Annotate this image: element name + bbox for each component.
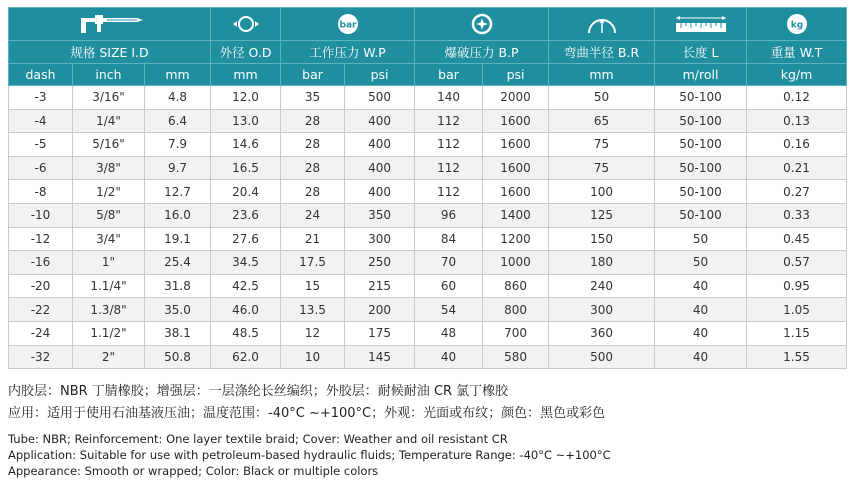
table-row: [9, 274, 847, 298]
cell-id-mm: 50.8: [145, 345, 211, 369]
table-row: [9, 298, 847, 322]
cell-dash: -12: [9, 227, 73, 251]
cell-length: 50: [655, 227, 747, 251]
notes: [8, 381, 848, 479]
unit-length: m/roll: [655, 64, 747, 86]
cell-dash: -20: [9, 274, 73, 298]
od-title: 外径 O.D: [211, 41, 281, 64]
cell-weight: 0.57: [747, 251, 847, 275]
cell-od-mm: 16.5: [211, 156, 281, 180]
cell-wp-psi: 400: [345, 180, 415, 204]
outer-diameter-icon: [231, 13, 261, 35]
cell-wp-bar: 28: [281, 156, 345, 180]
spec-table-body: [9, 86, 847, 369]
cell-length: 40: [655, 298, 747, 322]
cell-weight: 1.15: [747, 321, 847, 345]
cell-bp-bar: 60: [415, 274, 483, 298]
cell-bp-psi: 1600: [483, 133, 549, 157]
cell-length: 40: [655, 274, 747, 298]
cell-bp-psi: 700: [483, 321, 549, 345]
cell-inch: 1/4": [73, 109, 145, 133]
cell-weight: 1.55: [747, 345, 847, 369]
hose-spec-table: [8, 7, 847, 369]
br-title: 弯曲半径 B.R: [549, 41, 655, 64]
cell-inch: 5/16": [73, 133, 145, 157]
table-row: [9, 180, 847, 204]
cell-id-mm: 12.7: [145, 180, 211, 204]
cell-length: 50: [655, 251, 747, 275]
cell-inch: 1/2": [73, 180, 145, 204]
cell-wp-bar: 12: [281, 321, 345, 345]
cell-inch: 3/4": [73, 227, 145, 251]
cell-od-mm: 34.5: [211, 251, 281, 275]
cell-wp-bar: 13.5: [281, 298, 345, 322]
cell-wp-psi: 500: [345, 86, 415, 110]
cell-weight: 0.21: [747, 156, 847, 180]
table-row: [9, 109, 847, 133]
ruler-icon-cell: [655, 8, 747, 41]
cell-length: 40: [655, 321, 747, 345]
unit-weight: kg/m: [747, 64, 847, 86]
cell-weight: 0.13: [747, 109, 847, 133]
cell-od-mm: 42.5: [211, 274, 281, 298]
size-id-title: 规格 SIZE I.D: [9, 41, 211, 64]
cell-wp-bar: 28: [281, 133, 345, 157]
cell-br-mm: 150: [549, 227, 655, 251]
cell-wp-psi: 300: [345, 227, 415, 251]
cell-bp-bar: 96: [415, 203, 483, 227]
cell-od-mm: 12.0: [211, 86, 281, 110]
cell-dash: -5: [9, 133, 73, 157]
cell-dash: -4: [9, 109, 73, 133]
cell-br-mm: 100: [549, 180, 655, 204]
cell-br-mm: 75: [549, 156, 655, 180]
cell-bp-psi: 1400: [483, 203, 549, 227]
burst-icon: [470, 13, 494, 35]
cell-id-mm: 6.4: [145, 109, 211, 133]
cell-inch: 3/8": [73, 156, 145, 180]
table-row: [9, 203, 847, 227]
cell-wp-psi: 400: [345, 156, 415, 180]
cell-wp-bar: 10: [281, 345, 345, 369]
cell-bp-bar: 112: [415, 133, 483, 157]
cell-wp-psi: 350: [345, 203, 415, 227]
table-row: [9, 156, 847, 180]
cell-inch: 5/8": [73, 203, 145, 227]
caliper-icon-cell: [9, 8, 211, 41]
cell-length: 50-100: [655, 203, 747, 227]
weight-icon-cell: [747, 8, 847, 41]
cell-id-mm: 16.0: [145, 203, 211, 227]
bend-radius-icon-cell: [549, 8, 655, 41]
cell-length: 50-100: [655, 156, 747, 180]
cell-wp-psi: 400: [345, 133, 415, 157]
cell-bp-bar: 112: [415, 109, 483, 133]
cell-id-mm: 38.1: [145, 321, 211, 345]
cell-wp-bar: 15: [281, 274, 345, 298]
cell-length: 50-100: [655, 86, 747, 110]
note-en-application: Application: Suitable for use with petroleum-based hydraulic fluids; Temperature Range: -40°C ~+100°C: [8, 448, 611, 462]
cell-bp-bar: 140: [415, 86, 483, 110]
cell-br-mm: 125: [549, 203, 655, 227]
cell-bp-bar: 112: [415, 156, 483, 180]
cell-inch: 2": [73, 345, 145, 369]
cell-weight: 0.33: [747, 203, 847, 227]
spec-table-container: [8, 7, 846, 369]
length-title: 长度 L: [655, 41, 747, 64]
note-en-appearance: Appearance: Smooth or wrapped; Color: Black or multiple colors: [8, 464, 379, 478]
cell-weight: 0.95: [747, 274, 847, 298]
cell-dash: -6: [9, 156, 73, 180]
unit-bp-bar: bar: [415, 64, 483, 86]
cell-inch: 1.1/4": [73, 274, 145, 298]
cell-wp-bar: 17.5: [281, 251, 345, 275]
weight-icon-label: kg: [790, 20, 803, 31]
cell-wp-bar: 35: [281, 86, 345, 110]
weight-title: 重量 W.T: [747, 41, 847, 64]
note-en-structure: Tube: NBR; Reinforcement: One layer textile braid; Cover: Weather and oil resistant CR: [8, 432, 508, 446]
cell-bp-bar: 48: [415, 321, 483, 345]
cell-od-mm: 46.0: [211, 298, 281, 322]
cell-id-mm: 25.4: [145, 251, 211, 275]
pressure-gauge-icon: [336, 13, 360, 35]
cell-br-mm: 75: [549, 133, 655, 157]
cell-id-mm: 4.8: [145, 86, 211, 110]
cell-bp-bar: 54: [415, 298, 483, 322]
cell-bp-bar: 70: [415, 251, 483, 275]
unit-br-mm: mm: [549, 64, 655, 86]
cell-bp-psi: 1000: [483, 251, 549, 275]
cell-bp-psi: 2000: [483, 86, 549, 110]
cell-length: 50-100: [655, 133, 747, 157]
table-row: [9, 133, 847, 157]
unit-inch: inch: [73, 64, 145, 86]
table-row: [9, 227, 847, 251]
cell-br-mm: 360: [549, 321, 655, 345]
cell-od-mm: 13.0: [211, 109, 281, 133]
cell-br-mm: 300: [549, 298, 655, 322]
unit-od-mm: mm: [211, 64, 281, 86]
cell-length: 40: [655, 345, 747, 369]
cell-inch: 1": [73, 251, 145, 275]
cell-wp-bar: 21: [281, 227, 345, 251]
cell-bp-psi: 1600: [483, 109, 549, 133]
cell-od-mm: 14.6: [211, 133, 281, 157]
cell-br-mm: 180: [549, 251, 655, 275]
cell-wp-bar: 28: [281, 180, 345, 204]
cell-dash: -22: [9, 298, 73, 322]
cell-weight: 0.12: [747, 86, 847, 110]
cell-id-mm: 35.0: [145, 298, 211, 322]
cell-bp-bar: 84: [415, 227, 483, 251]
table-row: [9, 251, 847, 275]
cell-weight: 0.27: [747, 180, 847, 204]
cell-bp-psi: 1600: [483, 156, 549, 180]
cell-inch: 1.3/8": [73, 298, 145, 322]
title-row: [9, 41, 847, 64]
cell-inch: 3/16": [73, 86, 145, 110]
cell-weight: 0.45: [747, 227, 847, 251]
pressure-gauge-icon-cell: [281, 8, 415, 41]
unit-id-mm: mm: [145, 64, 211, 86]
cell-wp-bar: 24: [281, 203, 345, 227]
cell-od-mm: 48.5: [211, 321, 281, 345]
cell-id-mm: 31.8: [145, 274, 211, 298]
cell-id-mm: 19.1: [145, 227, 211, 251]
cell-bp-psi: 860: [483, 274, 549, 298]
cell-dash: -24: [9, 321, 73, 345]
cell-id-mm: 9.7: [145, 156, 211, 180]
cell-bp-psi: 800: [483, 298, 549, 322]
cell-bp-psi: 1600: [483, 180, 549, 204]
unit-wp-psi: psi: [345, 64, 415, 86]
caliper-icon: [75, 13, 145, 35]
cell-br-mm: 500: [549, 345, 655, 369]
bp-title: 爆破压力 B.P: [415, 41, 549, 64]
cell-bp-bar: 40: [415, 345, 483, 369]
unit-row: [9, 64, 847, 86]
outer-diameter-icon-cell: [211, 8, 281, 41]
cell-dash: -10: [9, 203, 73, 227]
cell-od-mm: 20.4: [211, 180, 281, 204]
cell-dash: -32: [9, 345, 73, 369]
table-row: [9, 321, 847, 345]
cell-br-mm: 50: [549, 86, 655, 110]
cell-br-mm: 65: [549, 109, 655, 133]
note-cn-application: 应用：适用于使用石油基液压油；温度范围：-40°C ~+100°C；外观：光面或布纹；颜色：黑色或彩色: [8, 406, 606, 421]
cell-wp-psi: 250: [345, 251, 415, 275]
cell-wp-bar: 28: [281, 109, 345, 133]
cell-bp-psi: 1200: [483, 227, 549, 251]
unit-bp-psi: psi: [483, 64, 549, 86]
icon-row: [9, 8, 847, 41]
cell-bp-psi: 580: [483, 345, 549, 369]
cell-dash: -8: [9, 180, 73, 204]
bend-radius-icon: [586, 13, 618, 35]
cell-od-mm: 62.0: [211, 345, 281, 369]
cell-wp-psi: 215: [345, 274, 415, 298]
cell-wp-psi: 200: [345, 298, 415, 322]
cell-od-mm: 23.6: [211, 203, 281, 227]
table-row: [9, 345, 847, 369]
note-cn-structure: 内胶层：NBR 丁腈橡胶；增强层：一层涤纶长丝编织；外胶层：耐候耐油 CR 氯丁橡胶: [8, 384, 509, 399]
cell-id-mm: 7.9: [145, 133, 211, 157]
cell-br-mm: 240: [549, 274, 655, 298]
burst-icon-cell: [415, 8, 549, 41]
cell-wp-psi: 400: [345, 109, 415, 133]
cell-dash: -16: [9, 251, 73, 275]
cell-bp-bar: 112: [415, 180, 483, 204]
pressure-icon-label: bar: [339, 20, 357, 31]
wp-title: 工作压力 W.P: [281, 41, 415, 64]
unit-wp-bar: bar: [281, 64, 345, 86]
table-row: [9, 86, 847, 110]
cell-wp-psi: 175: [345, 321, 415, 345]
weight-icon: [785, 13, 809, 35]
cell-dash: -3: [9, 86, 73, 110]
cell-length: 50-100: [655, 180, 747, 204]
unit-dash: dash: [9, 64, 73, 86]
cell-weight: 1.05: [747, 298, 847, 322]
cell-wp-psi: 145: [345, 345, 415, 369]
cell-inch: 1.1/2": [73, 321, 145, 345]
ruler-icon: [672, 13, 730, 35]
cell-weight: 0.16: [747, 133, 847, 157]
cell-length: 50-100: [655, 109, 747, 133]
cell-od-mm: 27.6: [211, 227, 281, 251]
